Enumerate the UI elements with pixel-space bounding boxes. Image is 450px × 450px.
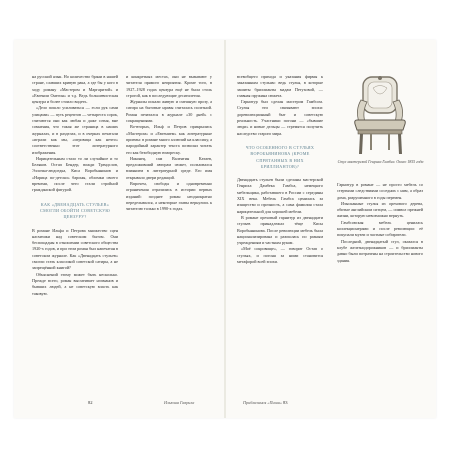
left-page	[14, 40, 225, 418]
section-heading: КАК «ДВЕНАДЦАТЬ СТУЛЬЕВ» СМОГЛИ ОБОЙТИ СОВЕТСКУЮ ЦЕНЗУРУ?	[39, 201, 111, 220]
paragraph: Последний, двенадцатый стул, оказался в клубе железнодорожников — и бриллианты давно были потрачены на строительство нового здания.	[337, 238, 423, 263]
page-number: 83	[283, 400, 288, 405]
paragraph: Нарицательным стало то ли случайное и то Беляков. Остап Бендер, вожди Трендслов, Эллочка-людоедка, Киса Воробьянинов и «Нарица по-детски» бароны, обломки своего времени, после чего стали стройной гражданской фигурой.	[32, 155, 118, 193]
paragraph: «Моё сокровище», — говорит Остап о стульях, и погоня за ними становится метафорой всей эпохи.	[237, 246, 323, 265]
paragraph: Во-вторых, Ильф и Петров прикрылись «Мастером» и «Евгением» как литературные приемы: в романе много аллюзий на классику, а пародийный характер текста позволял читать его как безобидную юмореску.	[126, 124, 212, 155]
paragraph: и конкретных местах, они не вызывают у читателя прямого неприятия. Кроме того, в 1927–1928 годах цензура ещё не была столь строгой, как в последующие десятилетия.	[126, 74, 212, 98]
paragraph: Гамбсовская мебель ценилась коллекционерами и после революции: её покупали музеи и частные собиратели.	[337, 219, 423, 238]
section-heading: ЧТО ОСОБЕННОГО В СТУЛЬЯХ ВОРОБЬЯНИНОВА (КРОМЕ СПРЯТАННЫХ В НИХ БРИЛЛИАНТОВ)?	[245, 144, 315, 169]
paragraph: «Дело пошло усиливаться — если рук сами улицами» — путь рецептов — четыреста сорок, считаются они как любая и даже сотня, вне сомнения, что такая же страница в наших журналах, и в разделах, и в очерках печатали «играли как мы, «игровица как нечто» соответственно этот литературного изображения.	[32, 105, 118, 155]
paragraph: Журналы искали живую и смешную прозу, а сатира на бытовые нравы считалась полезной. Роман печатался в журнале «30 дней» с сокращениями.	[126, 99, 212, 124]
figure-caption: Стул мастерской Генриха Гамбса. Около 1855 года	[337, 160, 424, 164]
paragraph: Изысканные стулья из орехового дерева, обитые английским ситцем, — символ прежней жизни, которую невозможно вернуть.	[337, 200, 423, 219]
paragraph: Гарнитур в романе — не просто мебель со стертыми следствиями соседних с ним, а образ дома, разрушенного в годы перемен.	[337, 182, 423, 200]
right-page	[225, 40, 436, 418]
right-page-column-1	[237, 74, 323, 265]
paragraph: Объяснений этому может быть несколько. Прежде всего, роман высмеивает нэпманов и бывших людей, а не советскую власть как таковую.	[32, 271, 118, 296]
book-spread	[14, 40, 436, 418]
right-page-column-2	[337, 182, 423, 264]
paragraph: всевобщего прихода и указания фирмы к заказанным стульям: ведь стулья, в которые зашиты бриллианты мадам Петуховой, — главная пружина сюжета.	[237, 74, 323, 98]
paragraph: В романе ореховый гарнитур из двенадцати стульев принадлежал тёще Кисы Воробьянинова. После революции мебель была национализирована и разошлась по разным учреждениям и частным рукам.	[237, 214, 323, 246]
left-page-column-1	[32, 74, 118, 297]
paragraph: Двенадцать стульев были сделаны мастерской Генриха Дамбека Гамбса, немецкого мебельщика, работавшего в России с середины XIX века. Мебель Гамбса ценилась за изящество и прочность, а сама фамилия стала нарицательной для хорошей мебели.	[237, 177, 323, 214]
paragraph: на русский язык. Но количество брани в нашей стране, славших кривую рака, а где бы у кого в ходу роману «Мастером и Маргаритой» и «Евгении Онегин» и т.д. Ведь большевистская цензура и более стоило видеть.	[32, 74, 118, 105]
paragraph: Впрочем, свободы и одновременно ограничения отразились в истории первых изданий: позднее роман неоднократно переделывался, а некоторые главы вернулись к читателю только в 1990-х годах.	[126, 181, 212, 212]
chair-illustration-icon	[337, 74, 424, 156]
paragraph: Наконец, сам Валентин Катаев, предложивший авторам сюжет, пользовался влиянием в литературной среде. Его имя открывало двери редакций.	[126, 155, 212, 180]
running-head: Приблизимся «Пиши»	[243, 400, 282, 405]
left-page-column-2	[126, 74, 212, 213]
paragraph: Гарнитур был сделан мастером Гамбсом. Стулья эти связывают эпохи: дореволюционный быт и советскую реальность. Участники погони — «бывшие люди» и новые дельцы — стремятся получить наследство старого мира.	[237, 99, 323, 136]
page-number: 82	[88, 400, 93, 405]
paragraph: В романе Ильфа и Петрова множество сцен насмешки над советским бытом. Они беспощадны в отношении советского общества 1920-х годов, и при этом роман был напечатан в советском журнале. Как «Двенадцать стульев» смогли стать классикой советской сатиры, а не запрещённой книгой?	[32, 227, 118, 271]
running-head: Ильюша Гаврила	[164, 400, 195, 405]
